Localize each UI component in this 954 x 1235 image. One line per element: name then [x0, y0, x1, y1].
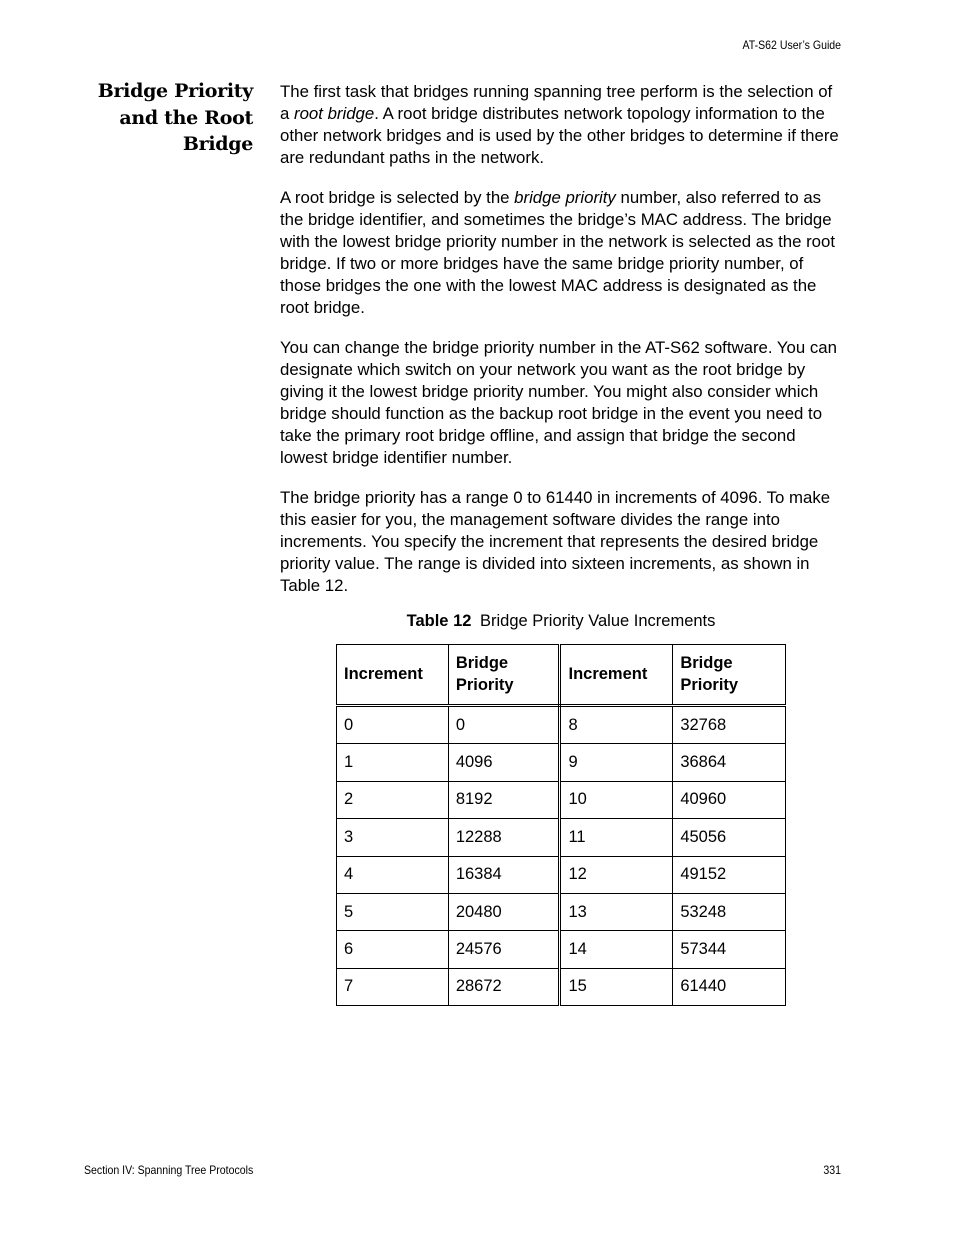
header-increment: Increment: [337, 645, 449, 706]
table-header-row: [337, 645, 786, 706]
table-cell: 28672: [448, 968, 560, 1005]
table-cell: 53248: [673, 893, 786, 930]
table-row: [337, 744, 786, 781]
table-row: [337, 931, 786, 968]
table-cell: 4: [337, 856, 449, 893]
running-header: AT-S62 User’s Guide: [742, 38, 841, 52]
table-cell: 0: [337, 706, 449, 744]
table-cell: 9: [560, 744, 673, 781]
table-row: [337, 706, 786, 744]
paragraph: [280, 187, 842, 318]
table-cell: 45056: [673, 819, 786, 856]
text-run: The first task that bridges running spanning tree perform is the selection of a: [280, 82, 833, 123]
page-number: 331: [823, 1163, 841, 1177]
paragraph: [280, 487, 842, 597]
table-cell: 11: [560, 819, 673, 856]
italic-term: bridge priority: [514, 188, 616, 208]
table-caption-text: Bridge Priority Value Increments: [480, 612, 716, 630]
table-cell: 40960: [673, 781, 786, 818]
italic-term: root bridge: [294, 103, 375, 123]
body-text: [280, 81, 842, 615]
table-cell: 5: [337, 893, 449, 930]
table-caption: [336, 611, 786, 632]
text-run: number, also referred to as the bridge identifier, and sometimes the bridge’s MAC address. The bridge with the lowest bridge priority number in the network is selected as the root bridge. If two or more bridges have the same bridge priority number, of those bridges the one with the lowest MAC address is designated as the root bridge.: [280, 188, 835, 317]
table-cell: 36864: [673, 744, 786, 781]
paragraph: [280, 337, 842, 468]
table-cell: 14: [560, 931, 673, 968]
table-cell: 49152: [673, 856, 786, 893]
table-row: [337, 856, 786, 893]
text-run: You can change the bridge priority number in the AT-S62 software. You can designate which switch on your network you want as the root bridge by giving it the lowest bridge priority number. You might also consider which bridge should function as the backup root bridge in the event you need to take the primary root bridge offline, and assign that bridge the second lowest bridge identifier number.: [280, 338, 837, 467]
text-run: . A root bridge distributes network topology information to the other network bridges and is used by the other bridges to determine if there are redundant paths in the network.: [280, 103, 839, 167]
header-bridge-priority: Bridge Priority: [448, 645, 560, 706]
section-heading-line: Bridge: [182, 133, 253, 155]
table-cell: 3: [337, 819, 449, 856]
table-cell: 24576: [448, 931, 560, 968]
text-run: A root bridge is selected by the: [280, 188, 515, 208]
table-row: [337, 893, 786, 930]
table-caption-label: Table 12: [406, 612, 472, 630]
table-cell: 20480: [448, 893, 560, 930]
table-cell: 6: [337, 931, 449, 968]
table-cell: 61440: [673, 968, 786, 1005]
table-cell: 4096: [448, 744, 560, 781]
table-cell: 15: [560, 968, 673, 1005]
section-heading-line: Bridge Priority: [97, 80, 253, 102]
table-row: [337, 819, 786, 856]
table-cell: 8192: [448, 781, 560, 818]
paragraph: [280, 81, 842, 169]
table-cell: 16384: [448, 856, 560, 893]
section-heading: [60, 78, 253, 158]
table-row: [337, 968, 786, 1005]
table-cell: 12288: [448, 819, 560, 856]
section-heading-line: and the Root: [119, 106, 253, 129]
table-cell: 10: [560, 781, 673, 818]
table-cell: 2: [337, 781, 449, 818]
table-cell: 57344: [673, 931, 786, 968]
text-run: The bridge priority has a range 0 to 61440 in increments of 4096. To make this easier for you, the management software divides the range into increments. You specify the increment that represents the desired bridge priority value. The range is divided into sixteen increments, as shown in Table 12.: [280, 488, 831, 595]
table-cell: 1: [337, 744, 449, 781]
table-cell: 8: [560, 706, 673, 744]
table-cell: 0: [448, 706, 560, 744]
table-cell: 7: [337, 968, 449, 1005]
bridge-priority-table: [336, 644, 786, 1006]
header-increment: Increment: [560, 645, 673, 706]
header-bridge-priority: Bridge Priority: [673, 645, 786, 706]
table-cell: 32768: [673, 706, 786, 744]
table-cell: 12: [560, 856, 673, 893]
footer-section-label: Section IV: Spanning Tree Protocols: [84, 1163, 254, 1177]
table-cell: 13: [560, 893, 673, 930]
table-row: [337, 781, 786, 818]
